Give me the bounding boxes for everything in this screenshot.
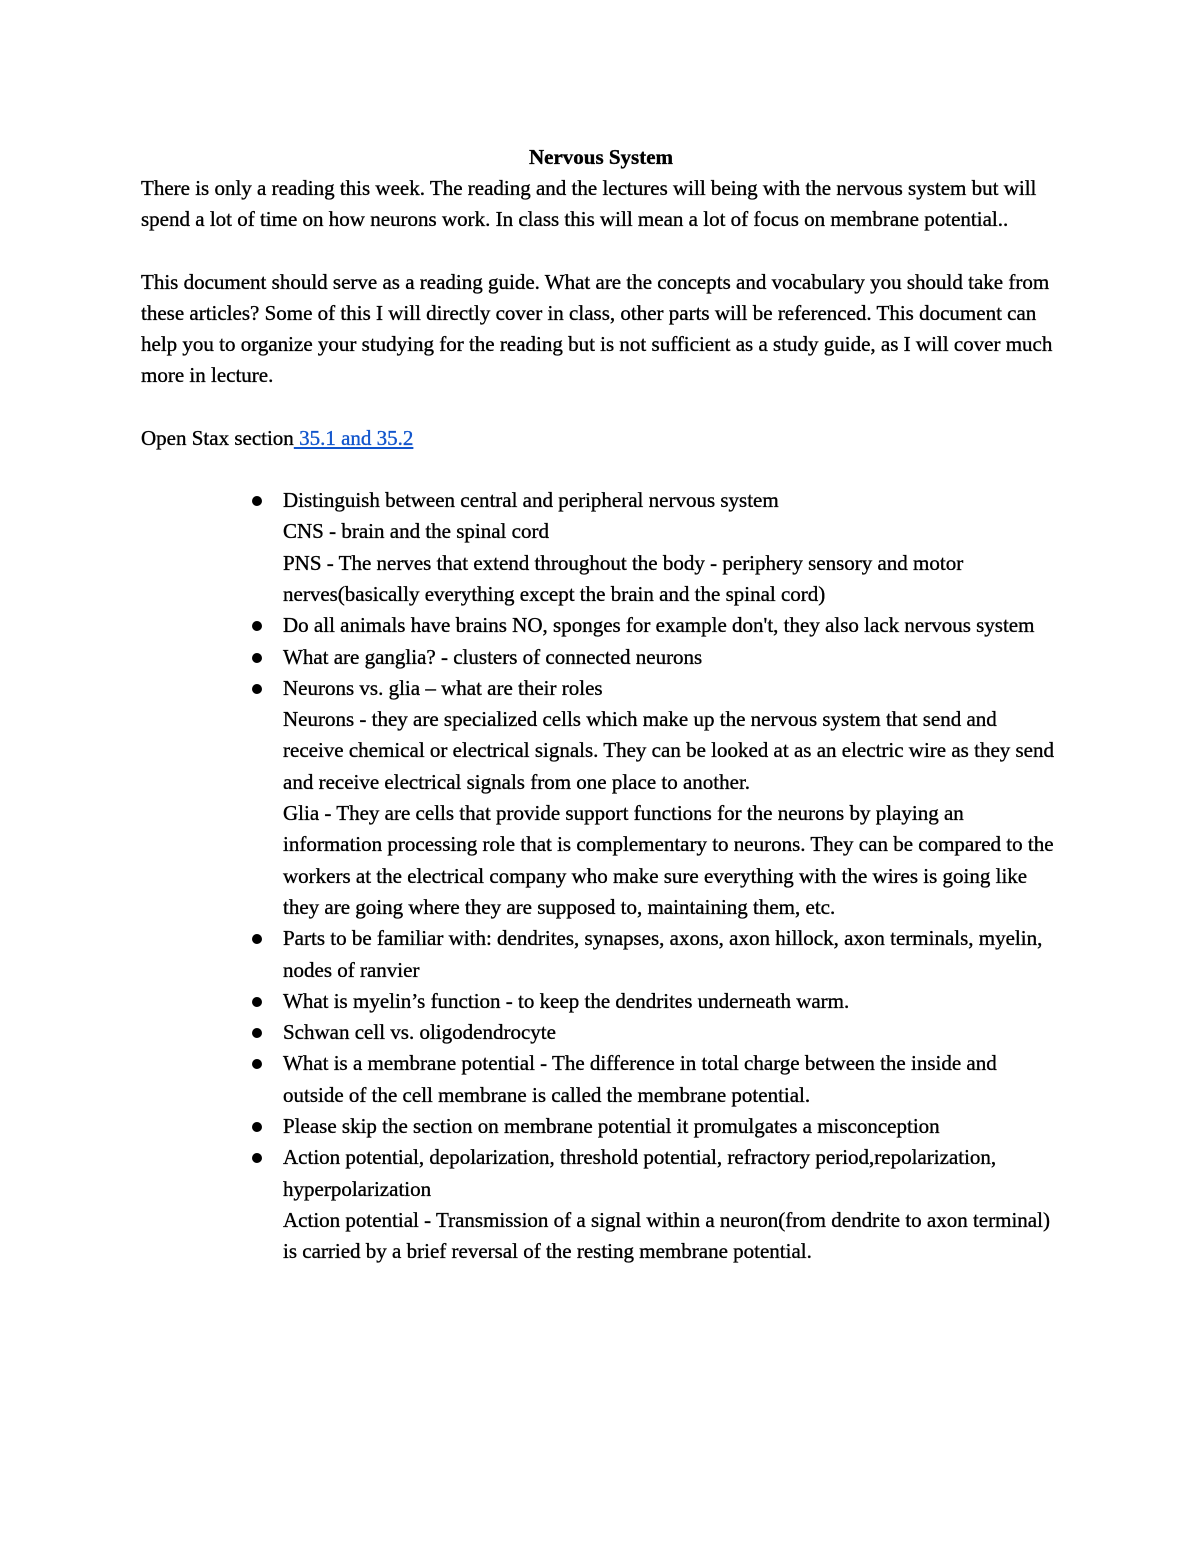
list-item-note: Neurons - they are specialized cells which make up the nervous system that send and receive chemical or electrical signals. They can be looked at as an electric wire as they send and receive electrical signals from one place to another. [283, 707, 1055, 794]
list-item-note: Action potential - Transmission of a signal within a neuron(from dendrite to axon terminal) is carried by a brief reversal of the resting membrane potential. [283, 1207, 1050, 1264]
list-item [283, 1048, 1061, 1111]
bullet-icon [252, 1122, 262, 1132]
list-item-text: Do all animals have brains NO, sponges for example don't, they also lack nervous system [283, 613, 1035, 638]
paragraph-spacer [141, 236, 1061, 267]
bullet-icon [252, 621, 262, 631]
bullet-icon [252, 934, 262, 944]
list-item-note: Glia - They are cells that provide support functions for the neurons by playing an information processing role that is complementary to neurons. They can be compared to the workers at the electrical company who make sure everything with the wires is going like they are going where they are supposed to, maintaining them, etc. [283, 801, 1054, 919]
list-item [283, 1017, 1061, 1048]
list-item-text: Schwan cell vs. oligodendrocyte [283, 1020, 556, 1045]
list-item-text: Action potential, depolarization, threshold potential, refractory period,repolarization, hyperpolarization [283, 1145, 997, 1201]
list-item-note: CNS - brain and the spinal cord [283, 519, 549, 544]
list-item-text: What are ganglia? - clusters of connected neurons [283, 644, 703, 669]
list-item-text: What is a membrane potential - The difference in total charge between the inside and outside of the cell membrane is called the membrane potential. [283, 1051, 997, 1107]
list-item-text: Please skip the section on membrane potential it promulgates a misconception [283, 1114, 940, 1139]
bullet-icon [252, 1153, 262, 1163]
list-item [283, 1142, 1061, 1267]
list-item-text: What is myelin’s function - to keep the dendrites underneath warm. [283, 988, 850, 1013]
bullet-icon [252, 496, 262, 506]
list-item [283, 986, 1061, 1017]
bullet-icon [252, 684, 262, 694]
list-item [283, 485, 1061, 610]
guide-paragraph: This document should serve as a reading guide. What are the concepts and vocabulary you should take from these articles? Some of this I will directly cover in class, other parts will be referenced. This document can help you to organize your studying for the reading but is not sufficient as a study guide, as I will cover much more in lecture. [141, 269, 1053, 388]
openstax-prefix: Open Stax section [141, 425, 294, 450]
paragraph-spacer [141, 392, 1061, 423]
document-page [141, 142, 1061, 1268]
list-item [283, 923, 1061, 986]
openstax-line [141, 423, 1061, 454]
openstax-section-link[interactable]: 35.1 and 35.2 [293, 425, 414, 450]
bullet-icon [252, 653, 262, 663]
bullet-icon [252, 1028, 262, 1038]
list-item-text: Parts to be familiar with: dendrites, synapses, axons, axon hillock, axon terminals, myelin, nodes of ranvier [283, 926, 1043, 982]
list-item [283, 610, 1061, 641]
intro-paragraph: There is only a reading this week. The reading and the lectures will being with the nervous system but will spend a lot of time on how neurons work. In class this will mean a lot of focus on membrane potential.. [141, 176, 1037, 232]
bullet-icon [252, 997, 262, 1007]
list-item-text: Neurons vs. glia – what are their roles [283, 675, 603, 700]
list-item [283, 1111, 1061, 1142]
bullet-icon [252, 1059, 262, 1069]
list-item-text: Distinguish between central and peripheral nervous system [283, 488, 779, 513]
document-title: Nervous System [528, 145, 674, 169]
list-item [283, 673, 1061, 923]
reading-guide-list [141, 485, 1061, 1267]
list-item-note: PNS - The nerves that extend throughout the body - periphery sensory and motor nerves(basically everything except the brain and the spinal cord) [283, 550, 964, 606]
list-item [283, 642, 1061, 673]
paragraph-spacer [141, 454, 1061, 485]
